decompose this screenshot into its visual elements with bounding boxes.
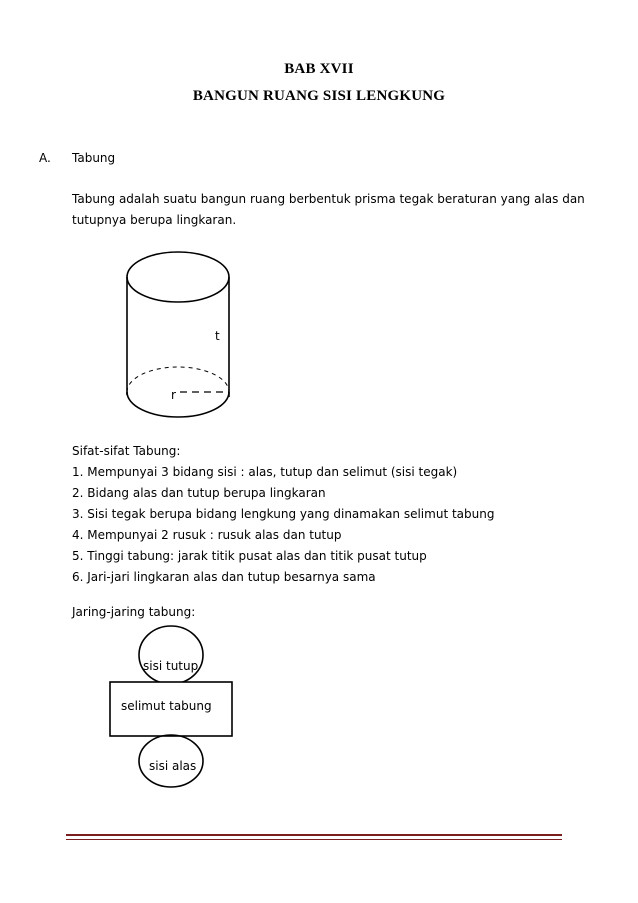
net-heading: Jaring-jaring tabung: [72,605,196,619]
chapter-number: BAB XVII [284,61,354,77]
footer-rule [66,834,562,840]
property-item-5: 5. Tinggi tabung: jarak titik pusat alas dan titik pusat tutup [72,549,427,563]
definition-line-2: tutupnya berupa lingkaran. [72,213,237,227]
net-middle-label: selimut tabung [121,699,212,713]
radius-label: r [171,388,176,402]
chapter-title: BANGUN RUANG SISI LENGKUNG [192,88,446,104]
property-item-4: 4. Mempunyai 2 rusuk : rusuk alas dan tutup [72,528,342,542]
cylinder-bottom-arc [127,392,229,417]
cylinder-top-ellipse [127,252,229,302]
properties-heading: Sifat-sifat Tabung: [72,444,181,458]
property-item-6: 6. Jari-jari lingkaran alas dan tutup besarnya sama [72,570,376,584]
net-bottom-label: sisi alas [149,759,197,773]
net-top-label: sisi tutup [143,659,199,673]
property-item-2: 2. Bidang alas dan tutup berupa lingkaran [72,486,326,500]
definition-line-1: Tabung adalah suatu bangun ruang berbentuk prisma tegak beraturan yang alas dan [72,192,585,206]
property-item-3: 3. Sisi tegak berupa bidang lengkung yang dinamakan selimut tabung [72,507,495,521]
height-label: t [215,329,220,343]
property-item-1: 1. Mempunyai 3 bidang sisi : alas, tutup dan selimut (sisi tegak) [72,465,458,479]
cylinder-bottom-back-arc [127,367,229,392]
section-marker: A. [39,151,51,165]
net-top-circle [139,626,203,684]
section-heading: Tabung [72,151,116,165]
